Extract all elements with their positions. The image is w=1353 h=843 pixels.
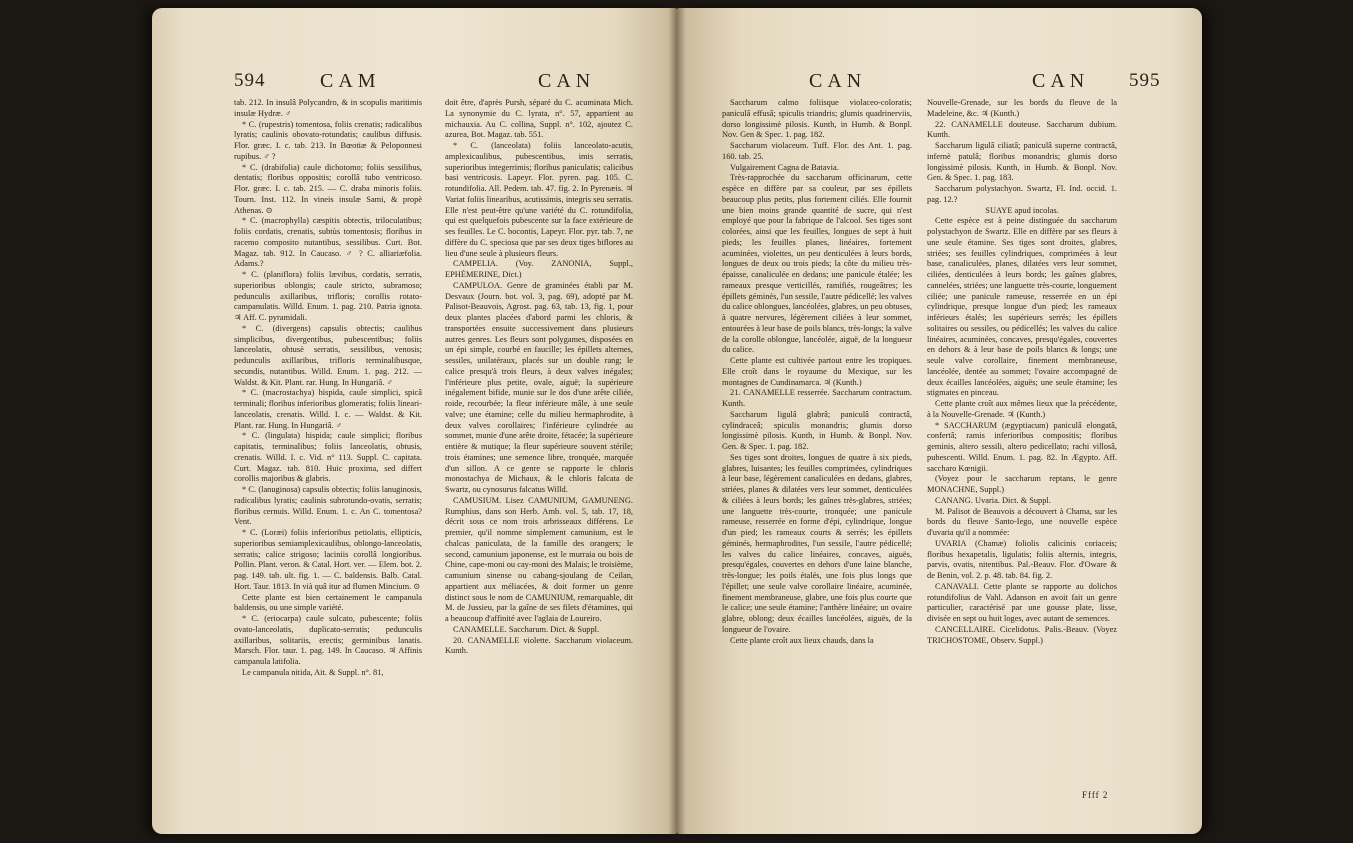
paragraph: UVARIA (Chamæ) foliolis calicinis coriaceis; floribus hexapetalis, ligulatis; foliis alternis, integris, parvis, ovatis, nitentibus. Pal.-Beauv. Flor. d'Oware & de Benin, vol. 2. p. 48. tab. 84. fig. 2. xyxy=(927,538,1117,580)
left-page xyxy=(152,8,677,834)
left-running-head xyxy=(152,70,677,98)
paragraph: * C. (planiflora) foliis lævibus, cordatis, serratis, superioribus oblongis; caule stricto, subramoso; pedunculis axillaribus, trifloris; corollis rotato-campanulatis. Willd. Enum. 1. pag. 210. Patria ignota. ♃ Aff. C. pyramidali. xyxy=(234,270,422,322)
paragraph: * C. (rupestris) tomentosa, foliis crenatis; radicalibus lyratis; caulinis obovato-rotundatis; caulibus diffusis. Flor. græc. I. c. tab. 213. In Bœotiæ & Peloponnesi rupibus. ♂ ? xyxy=(234,119,422,161)
paragraph: * C. (macrophylla) cæspitis obtectis, triloculatibus; foliis cordatis, crenatis, subtùs tomentosis; floribus in racemo composito nutantibus, sessilibus. Curt. Bot. Magaz. tab. 912. In Caucaso. ♂ ? C. alliariæfolia. Adams.? xyxy=(234,216,422,269)
paragraph: Saccharum polystachyon. Swartz, Fl. Ind. occid. 1. pag. 12.? xyxy=(927,184,1117,204)
signature-mark: Ffff 2 xyxy=(1082,790,1109,800)
paragraph: * C. (divergens) capsulis obtectis; caulibus simplicibus, divergentibus, pubescentibus; foliis lanceolatis, obtusè serratis, sessilibus, venosis; pedunculis axillaribus, trifloris terminalibusque, secundis, nutantibus. Willd. Enum. 1. pag. 212. — Waldst. & Kit. Plant. rar. Hung. In Hungariâ. ♂ xyxy=(234,323,422,387)
paragraph: Cette plante est bien certainement le campanula baldensis, ou une simple variété. xyxy=(234,592,422,613)
paragraph: CAMUSIUM. Lisez CAMUNIUM, GAMUNENG. Rumphius, dans son Herb. Amb. vol. 5, tab. 17, 18, décrit sous ce nom trois arbrisseaux différens. Le premier, qu'il nomme simplement camunium, est le chalcas paniculata, de la famille des orangers; le second, camunium japonense, est le murraia ou bois de Chine, cape-moni ou cay-moni des Malais; le troisième, camunium sinense ou cabang-sjoulang de Ceilan, appartient aux méliacées, & doit former un genre distinct sous le nom de CAMUNIUM, remarquable, dit M. de Jussieu, par la gaîne de ses filets d'étamines, qui a beaucoup d'affinité avec l'aglaia de Loureiro. xyxy=(445,495,633,623)
paragraph: * C. (lanceolata) foliis lanceolato-acutis, amplexicaulibus, pubescentibus, imis serratis, superioribus integerrimis; floribus paniculatis; calicibus basi ventricosis. Lapeyr. Flor. pyren. pag. 105. C. rotundifolia. All. Pedem. tab. 47. fig. 2. In Pyrenæis. ♃ Variat foliis linearibus, acutissimis, integris seu serratis. Elle n'est peut-être qu'une variété du C. rotundifolia, qui est quelquefois pubescente sur la face extérieure de ses feuilles. Le C. bocontis, Lapeyr. Flor. pyr. tab. 7, ne diffère du C. speciosa que par ses deux tiges biflores au lieu d'une seule à plusieurs fleurs. xyxy=(445,141,633,258)
paragraph: (Voyez pour le saccharum reptans, le genre MONACHNE, Suppl.) xyxy=(927,474,1117,494)
paragraph: CANAMELLE. Saccharum. Dict. & Suppl. xyxy=(453,624,600,634)
right-page xyxy=(677,8,1202,834)
paragraph: CANANG. Uvaria. Dict. & Suppl. xyxy=(935,495,1051,505)
paragraph: * C. (Loræi) foliis inferioribus petiolatis, ellipticis, superioribus semiamplexicaulibus, oblongo-lanceolatis, serratis; calice strigoso; laciniis corollâ longioribus. Pollin. Plant. veron. & Catal. Hort. ver. — Elem. bot. 2. pag. 149. tab. ult. fig. 1. — C. baldensis. Balb. Catal. Hort. Taur. 1813. In vià quâ itur ad flumen Mincium. ⊙ xyxy=(234,528,422,591)
paragraph: * C. (macrostachya) hispida, caule simplici, spicâ terminali; floribus inferioribus glomeratis; foliis lineari-lanceolatis, crenatis. Willd. I. c. — Waldst. & Kit. Plant. rar. Hung. In Hungariâ. ♂ xyxy=(234,388,422,430)
paragraph: * C. (eriocarpa) caule sulcato, pubescente; foliis ovato-lanceolatis, duplicato-serratis; pedunculis axillaribus, solitariis, erectis; germinibus lanatis. Marsch. Flor. taur. 1. pag. 149. In Caucaso. ♃ Affinis campanula latifolia. xyxy=(234,614,422,666)
paragraph: Très-rapprochée du saccharum officinarum, cette espèce en diffère par sa couleur, par ses épillets beaucoup plus petits, plus fortement ciliés. Elle fournit une bien moins grande quantité de sucre, qui n'est employé que pour la fabrique de l'alcool. Ses tiges sont colorées, ainsi que les feuilles, longues de sept à huit pieds; les feuilles planes, linéaires, fortement acuminées, violettes, un peu denticulées à leurs bords, longues de deux ou trois pieds; la côte du milieu très-épaisse, canaliculée en dedans; une panicule étalée; les rameaux presque verticillés, ramifiés, rougeâtres; les épillets géminés, l'un sessile, l'autre pédicellé; les valves du calice oblongues, lancéolées, glabres, un peu obtuses, à quatre nervures, légèrement ciliées à leur sommet, entourées à leur base de poils blancs, très-longs; la valve de la corolle oblongue, lancéolée, aiguë, de la longueur du calice. xyxy=(722,173,912,355)
paragraph: SUAYE apud incolas. xyxy=(985,205,1059,215)
paragraph: CAMPELIA. (Voy. ZANONIA, Suppl., EPHÉMERINE, Dict.) xyxy=(445,259,633,279)
paragraph: CANAVALI. Cette plante se rapporte au dolichos rotundifolius de Vahl. Adanson en avoit fait un genre particulier, caractérisé par une gousse plate, lisse, divisée en sept ou huit loges, avec autant de semences. xyxy=(927,581,1117,623)
paragraph: Saccharum ligulâ glabrâ; paniculâ contractâ, cylindraceâ; spiculis monandris; glumis dorso longissimè pilosis. Kunth, in Humb. & Bonpl. Nov. Gen. & Spec. 1. pag. 182. xyxy=(722,409,912,451)
paragraph: Vulgairement Cagna de Batavia. xyxy=(730,162,839,172)
paragraph: * C. (lingulata) hispida; caule simplici; floribus capitatis, terminalibus; foliis lanceolatis, obtusis, crenatis. Willd. I. c. Vid. n° 113. Suppl. C. capitata. Curt. Magaz. tab. 810. Huic proxima, sed differt corollis majoribus & glabris. xyxy=(234,431,422,484)
paragraph: Le campanula nitida, Ait. & Suppl. n°. 81, xyxy=(242,667,384,677)
left-head-word-2: CAN xyxy=(538,70,596,92)
paragraph: Cette plante est cultivée partout entre les tropiques. Elle croît dans le royaume du Mexique, sur les montagnes de Cundinamarca. ♃ (Kunth.) xyxy=(722,356,912,387)
paragraph: * SACCHARUM (ægyptiacum) paniculâ elongatâ, confertâ; ramis inferioribus compositis; floribus geminis, altero sessili, altero pedicellato; rachi villosâ, pubescenti. Willd. Enum. 1. pag. 82. In Ægypto. Aff. saccharo Kœnigii. xyxy=(927,420,1117,473)
paragraph: Nouvelle-Grenade, sur les bords du fleuve de la Madeleine, &c. ♃ (Kunth.) xyxy=(927,98,1117,118)
paragraph: tab. 212. In insulâ Polycandro, & in scopulis maritimis insulæ Hydræ. ♂ xyxy=(234,98,422,118)
paragraph: M. Palisot de Beauvois a découvert à Chama, sur les bords du fleuve Santo-Iego, une nouvelle espèce d'uvaria qu'il a nommée: xyxy=(927,506,1117,537)
paragraph: 21. CANAMELLE resserrée. Saccharum contractum. Kunth. xyxy=(722,388,912,408)
paragraph: 20. CANAMELLE violette. Saccharum violaceum. Kunth. xyxy=(445,635,633,656)
right-running-head xyxy=(677,70,1202,98)
paragraph: Saccharum ligulâ ciliatâ; paniculâ superne contractâ, infernè patulâ; floribus monandris; glumis dorso longissimè pilosis. Kunth, in Humb. & Bonpl. Nov. Gen. & Spec. 1. pag. 183. xyxy=(927,141,1117,183)
paragraph: * C. (lanuginosa) capsulis obtectis; foliis lanuginosis, radicalibus lyratis; caulinis subrotundo-ovatis, serratis; floribus cernuis. Willd. Enum. 1. c. An C. tomentosa? Vent. xyxy=(234,485,422,527)
paragraph: Cette espèce est à peine distinguée du saccharum polystachyon de Swartz. Elle en diffère par ses fleurs à une seule étamine. Ses tiges sont droites, glabres, striées; ses feuilles cylindriques, comprimées à leur base, canaliculées, planes, dilatées vers leur sommet, ciliées, denticulées à leurs bords; les gaînes glabres, cannelées, striées; une languette très-courte, longuement ciliée; une panicule rameuse, resserrée en un épi cylindrique, presque longue d'un pied; les rameaux inférieurs étalés; les supérieurs serrés; les épillets solitaires ou sessiles, ou pédicellés; les valves du calice linéaires, acuminées, concaves, presqu'égales, couvertes en dehors & à leur base de poils blancs & longs; une seule valve corollaire, finement membraneuse, lancéolée, dentée au sommet; l'ovaire accompagné de deux écailles lancéolées, aiguës; une seule étamine; les stigmates en pinceau. xyxy=(927,216,1117,398)
right-head-word-1: CAN xyxy=(809,70,867,92)
paragraph: CANCELLAIRE. Cicelidotus. Palis.-Beauv. (Voyez TRICHOSTOME, Observ. Suppl.) xyxy=(927,624,1117,645)
paragraph: Saccharum calmo foliisque violaceo-coloratis; paniculâ effusâ; spiculis triandris; glumis quadrinerviis, dorso longissimè pilosis. Kunth, in Humb. & Bonpl. Nov. Gen & Spec. 1. pag. 182. xyxy=(722,98,912,140)
left-column-1 xyxy=(234,98,422,798)
left-page-number: 594 xyxy=(234,70,266,91)
paragraph: Saccharum violaceum. Tuff. Flor. des Ant. 1. pag. 160. tab. 25. xyxy=(722,141,912,161)
left-head-word-1: CAM xyxy=(320,70,381,92)
left-column-2 xyxy=(445,98,633,798)
right-head-word-2: CAN xyxy=(1032,70,1090,92)
paragraph: * C. (drabifolia) caule dichotomo; foliis sessilibus, dentatis; floribus oppositis; corollâ tubo ventricoso. Flor. græc. I. c. tab. 215. — C. draba minoris foliis. Tourn. Inst. 112. In vineis insulæ Sami, & propè Athenas. ⊙ xyxy=(234,162,422,215)
paragraph: Ses tiges sont droites, longues de quatre à six pieds, glabres, luisantes; les feuilles comprimées, cylindriques à leur base, légèrement canaliculées en dedans, glabres, striées, planes & dilatées vers leur sommet, denticulées & ciliées à leurs bords; les gaînes très-glabres, striées; une languette très-courte, tronquée; une panicule rameuse, resserrée en forme d'épi, cylindrique, longue d'un pied; les rameaux courts & serrés; les épillets géminés, hermaphrodites, l'un sessile, l'autre pédicellé; les valves du calice linéaires, concaves, aiguës, presqu'égales, couvertes en dehors d'une laine blanche, très-longue; les poils étalés, une fois plus longs que l'épillet; une seule valve corollaire linéaire, acuminée, finement membraneuse, glabre, une fois plus courte que le calice; une seule étamine; l'anthère linéaire; un ovaire glabre, oblong; deux écailles lancéolées, aiguës, de la longueur de l'ovaire. xyxy=(722,452,912,634)
right-page-number: 595 xyxy=(1129,70,1161,91)
paragraph: Cette plante croît aux lieux chauds, dans la xyxy=(730,635,874,645)
paragraph: doit être, d'après Pursh, séparé du C. acuminata Mich. La synonymie du C. lyrata, n°. 57, appartient au michauxia. Au C. collina, Suppl. n°. 102, ajoutez C. azurea, Bot. Magaz. tab. 551. xyxy=(445,98,633,140)
paragraph: CAMPULOA. Genre de graminées établi par M. Desvaux (Journ. bot. vol. 3, pag. 69), adopté par M. Palisot-Beauvois, Agrost. pag. 63, tab. 13, fig. 1, pour deux plantes placées d'abord parmi les chloris, & transportées ensuite successivement dans plusieurs autres genres. Les fleurs sont polygames, disposées en un épi simple, courbé en faucille; les épillets alternes, sessiles, unilatéraux, placés sur un double rang; le calice presqu'à trois fleurs, à deux valves inégales; l'inférieure plus petite, ovale, aiguë; la supérieure inégalement bifide, munie sur le dos d'une arête ciliée, roide, recourbée; la fleur inférieure mâle, à une seule valve; une étamine; celle du milieu hermaphrodite, à deux valves corollaires; l'inférieure cylindrée au sommet, munie d'une arête droite, fétacée; la supérieure entière & mutique; la fleur supérieure souvent stérile; trois étamines; une semence libre, tronquée, marquée d'un sillon. A ce genre se rapporte le chloris monostachya de Michaux, & le chloris falcata de Swartz, ou cynosurus falcatus Willd. xyxy=(445,280,633,494)
paragraph: Cette plante croît aux mêmes lieux que la précédente, à la Nouvelle-Grenade. ♃ (Kunth.) xyxy=(927,399,1117,419)
paragraph: 22. CANAMELLE douteuse. Saccharum dubium. Kunth. xyxy=(927,119,1117,140)
right-column-2 xyxy=(927,98,1117,798)
right-column-1 xyxy=(722,98,912,798)
